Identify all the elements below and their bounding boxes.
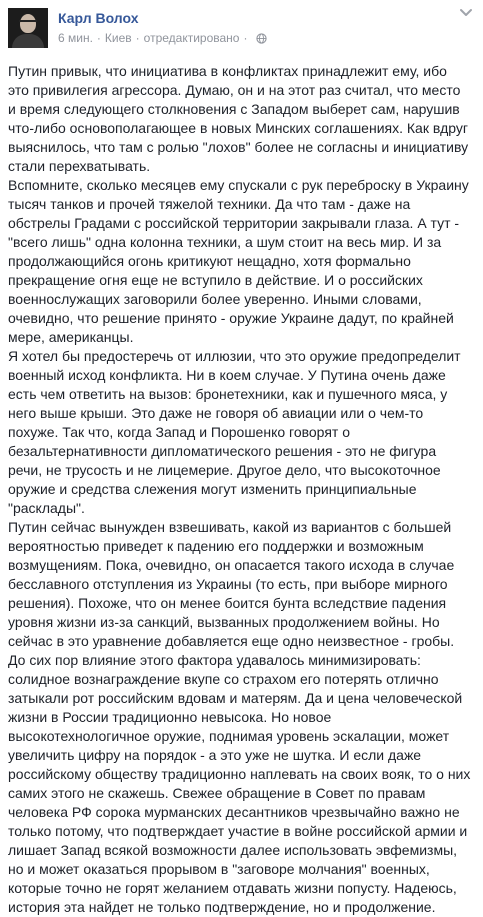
- globe-icon[interactable]: [256, 33, 267, 44]
- avatar-glasses-shape: [19, 20, 37, 26]
- post-paragraph: Я хотел бы предостеречь от иллюзии, что это оружие предопределит военный исход конфликта. Ни в коем случае. У Путина очень даже есть чем ответить на вызов: бронетехники, как и пушечного мяса, у него выше крыши. Это даже не говоря об авиации или о чем-то похуже. Так что, когда Запад и Порошенко говорят о безальтернативности дипломатического решения - это не фигура речи, не трусость и не лицемерие. Другое дело, что высокоточное оружие и средства слежения могут изменить принципиальные "расклады".: [8, 348, 461, 516]
- separator: ·: [243, 31, 248, 45]
- separator: ·: [96, 31, 101, 45]
- edited-label[interactable]: отредактировано: [143, 31, 240, 45]
- avatar[interactable]: [8, 8, 48, 48]
- post-paragraph: Путин сейчас вынужден взвешивать, какой из вариантов с большей вероятностью приведет к падению его поддержки и возможным возмущениям. Пока, очевидно, он опасается такого исхода в случае бесславного отступления из Украины (то есть, при выборе мирного решения). Похоже, что он менее боится бунта вследствие падения уровня жизни из-за санкций, вызванных продолжением войны. Но сейчас в это уравнение добавляется еще одно неизвестное - гробы. До сих пор влияние этого фактора удавалось минимизировать: солидное вознаграждение вкупе со страхом его потерять отлично затыкали рот российским вдовам и матерям. Да и цена человеческой жизни в России традиционно невысока. Но новое высокотехнологичное оружие, поднимая уровень эскалации, может увеличить цифру на порядок - а это уже не шутка. И если даже российскому обществу традиционно наплевать на своих вояк, то о них самих этого не скажешь. Свежее обращение в Совет по правам человека РФ сорока мурманских десантников чрезвычайно важно не только потому, что подтверждает участие в войне российской армии и лишает Запад всякой возможности далее использовать эвфемизмы, но и может оказаться прорывом в "заговоре молчания" военных, которые точно не горят желанием отдавать жизни попусту. Надеюсь, история эта найдет не только подтверждение, но и продолжение.: [8, 519, 471, 915]
- post-subtitle: [58, 31, 475, 46]
- post-paragraph: Путин привык, что инициатива в конфликтах принадлежит ему, ибо это привилегия агрессора. Думаю, он и на этот раз считал, что место и время следующего столкновения с Западом выберет сам, нарушив что-либо основополагающее в новых Минских соглашениях. Как вдруг выяснилось, что там с ролью "лохов" более не согласны и инициативу стали перехватывать.: [8, 63, 469, 174]
- post-meta: [58, 10, 475, 46]
- post-timestamp[interactable]: 6 мин.: [58, 31, 93, 45]
- chevron-down-icon[interactable]: [459, 8, 473, 18]
- post-body: [8, 62, 475, 917]
- author-name[interactable]: Карл Волох: [58, 10, 139, 26]
- avatar-body-shape: [12, 34, 44, 48]
- separator: ·: [135, 31, 140, 45]
- post-header: [8, 8, 475, 52]
- post-location[interactable]: Киев: [104, 31, 132, 45]
- post-paragraph: Вспомните, сколько месяцев ему спускали с рук переброску в Украину тысяч танков и прочей тяжелой техники. Да что там - даже на обстрелы Градами с российской территории закрывали глаза. А тут - "всего лишь" одна колонна техники, а шум стоит на весь мир. И за продолжающийся огонь критикуют нещадно, хотя формально прекращение огня еще не вступило в действие. И о российских военнослужащих заговорили более уверенно. Иными словами, очевидно, что решение принято - оружие Украине дадут, по крайней мере, американцы.: [8, 177, 469, 345]
